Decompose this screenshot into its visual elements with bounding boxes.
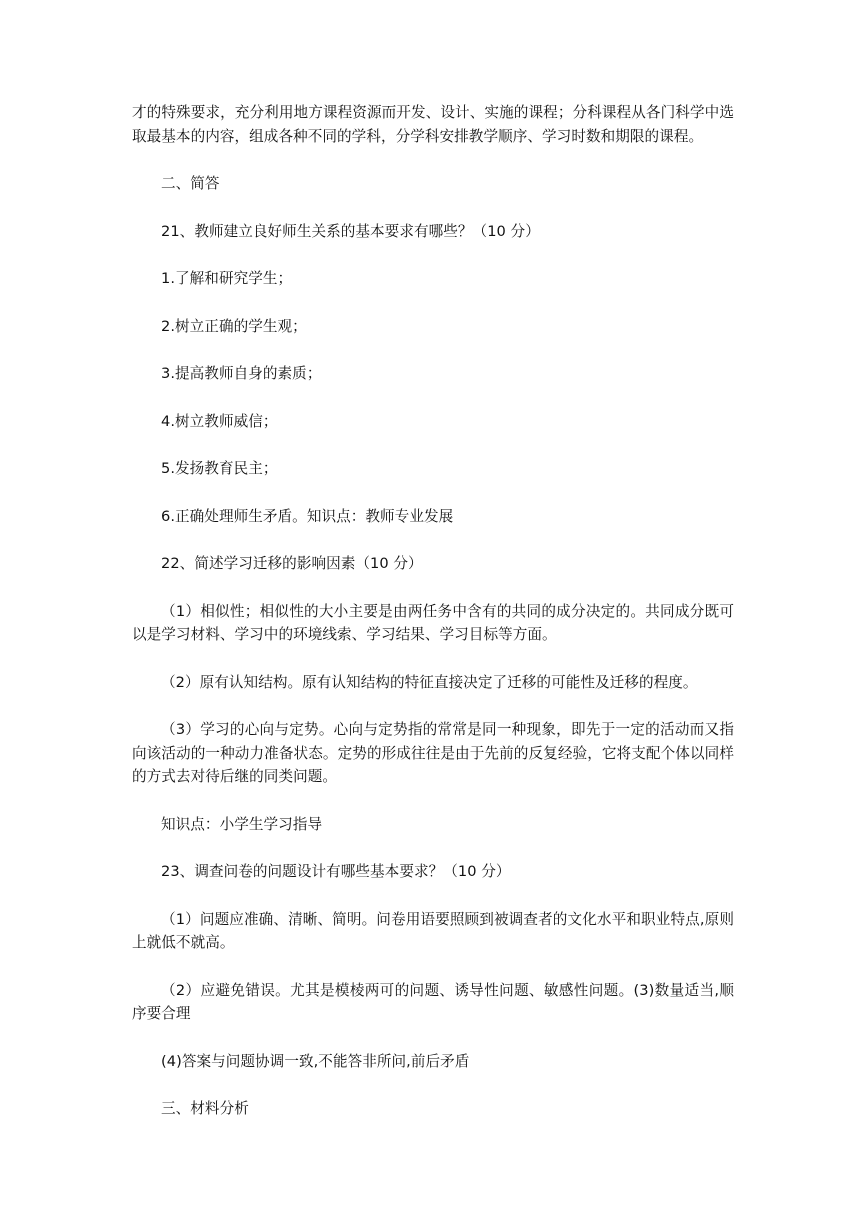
answer-21-item-4: 4.树立教师威信；: [161, 412, 278, 430]
document-body: [132, 101, 734, 1145]
question-23: 23、调查问卷的问题设计有哪些基本要求？（10 分）: [161, 863, 511, 880]
answer-21-item-3: 3.提高教师自身的素质；: [161, 365, 322, 382]
answer-21-item-1: 1.了解和研究学生；: [161, 270, 293, 287]
knowledge-point-22: 知识点：小学生学习指导: [161, 815, 323, 833]
answer-22-item-1: （1）相似性；相似性的大小主要是由两任务中含有的共同的成分决定的。共同成分既可以是学习材料、学习中的环境线索、学习结果、学习目标等方面。: [132, 602, 734, 643]
question-22: 22、简述学习迁移的影响因素（10 分）: [161, 555, 423, 572]
question-21: 21、教师建立良好师生关系的基本要求有哪些？（10 分）: [161, 222, 540, 240]
section-heading-short-answer: 二、简答: [161, 175, 220, 192]
answer-21-item-6: 6.正确处理师生矛盾。知识点：教师专业发展: [161, 507, 454, 525]
answer-21-item-5: 5.发扬教育民主；: [161, 460, 278, 477]
answer-22-item-3: （3）学习的心向与定势。心向与定势指的常常是同一种现象，即先于一定的活动而又指向该活动的一种动力准备状态。定势的形成往往是由于先前的反复经验，它将支配个体以同样的方式去对待后继的同类问题。: [132, 721, 734, 785]
answer-23-item-4: (4)答案与问题协调一致,不能答非所问,前后矛盾: [161, 1052, 470, 1070]
answer-23-item-2: （2）应避免错误。尤其是模棱两可的问题、诱导性问题、敏感性问题。(3)数量适当,顺序要合理: [132, 981, 734, 1022]
answer-22-item-2: （2）原有认知结构。原有认知结构的特征直接决定了迁移的可能性及迁移的程度。: [161, 673, 698, 691]
paragraph-intro: 才的特殊要求，充分利用地方课程资源而开发、设计、实施的课程；分科课程从各门科学中选取最基本的内容，组成各种不同的学科，分学科安排教学顺序、学习时数和期限的课程。: [132, 104, 734, 145]
answer-23-item-1: （1）问题应准确、清晰、简明。问卷用语要照顾到被调查者的文化水平和职业特点,原则上就低不就高。: [132, 910, 734, 951]
section-heading-material-analysis: 三、材料分析: [161, 1100, 249, 1117]
answer-21-item-2: 2.树立正确的学生观；: [161, 317, 307, 335]
